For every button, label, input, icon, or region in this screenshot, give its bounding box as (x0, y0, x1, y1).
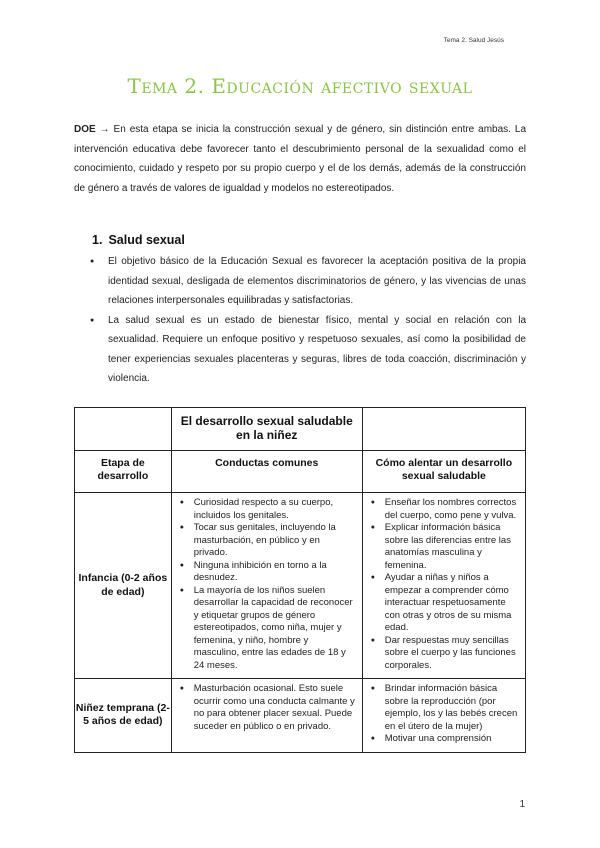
section-title: Salud sexual (108, 233, 185, 247)
stage-cell: Infancia (0-2 años de edad) (75, 493, 172, 679)
running-header: Tema 2. Salud Jesús (443, 37, 504, 44)
section-number: 1. (92, 233, 103, 247)
intro-label: DOE (74, 124, 96, 135)
encourage-list (369, 683, 519, 746)
table-corner-cell (75, 408, 172, 451)
list-item: ● Ayudar a niñas y niños a empezar a comprender cómo interactuar respetuosamente con otras y otros de su misma edad. (369, 572, 519, 635)
column-header-encourage: Cómo alentar un desarrollo sexual saludable (362, 451, 525, 493)
table-row (75, 493, 526, 679)
encourage-cell (362, 679, 525, 753)
intro-text: En esta etapa se inicia la construcción sexual y de género, sin distinción entre ambas. La intervención educativa debe favorecer tanto el descubrimiento personal de la sexualidad como el conocimiento, cuidado y respeto por su propio cuerpo y el de los demás, además de la construcción de género a través de valores de igualdad y modelos no estereotipados. (74, 124, 527, 194)
behaviors-list (178, 683, 356, 733)
table-header-row (75, 451, 526, 493)
encourage-cell (362, 493, 525, 679)
table-corner-cell (362, 408, 525, 451)
table-row (75, 679, 526, 753)
table-title-row (75, 408, 526, 451)
list-item: ● El objetivo básico de la Educación Sexual es favorecer la aceptación positiva de la propia identidad sexual, desligada de elementos discriminatorios de género, y las vivencias de unas relaciones interpersonales equilibradas y satisfactorias. (90, 252, 526, 311)
section-heading (92, 233, 191, 247)
list-item: ● Dar respuestas muy sencillas sobre el cuerpo y las funciones corporales. (369, 635, 519, 673)
stage-cell: Niñez temprana (2-5 años de edad) (75, 679, 172, 753)
intro-paragraph (74, 120, 526, 198)
list-item: ● Explicar información básica sobre las diferencias entre las anatomías masculina y femenina. (369, 522, 519, 572)
behaviors-cell (171, 493, 362, 679)
list-item: ● Masturbación ocasional. Esto suele ocurrir como una conducta calmante y no para obtener placer sexual. Puede suceder en público o en privado. (178, 683, 356, 733)
list-item: ● Brindar información básica sobre la reproducción (por ejemplo, los y las bebés crecen en el útero de la mujer) (369, 683, 519, 733)
behaviors-list (178, 497, 356, 672)
column-header-behaviors: Conductas comunes (171, 451, 362, 493)
page-title: Tema 2. Educación afectivo sexual (127, 74, 473, 98)
list-item: ● Tocar sus genitales, incluyendo la masturbación, en público y en privado. (178, 522, 356, 560)
list-item: ● Enseñar los nombres correctos del cuerpo, como pene y vulva. (369, 497, 519, 522)
list-item: ● Ninguna inhibición en torno a la desnudez. (178, 560, 356, 585)
encourage-list (369, 497, 519, 672)
arrow-icon: → (99, 124, 110, 135)
list-item: ● La mayoría de los niños suelen desarrollar la capacidad de reconocer y etiquetar grupos de género estereotipados, como niña, mujer y femenina, y niño, hombre y masculino, entre las edades de 18 y 24 meses. (178, 585, 356, 673)
behaviors-cell (171, 679, 362, 753)
list-item: ● La salud sexual es un estado de bienestar físico, mental y social en relación con la sexualidad. Requiere un enfoque positivo y respetuoso sexuales, así como la posibilidad de tener experiencias sexuales placenteras y seguras, libres de toda coacción, discriminación y violencia. (90, 311, 526, 389)
column-header-stage: Etapa de desarrollo (75, 451, 172, 493)
section-bullet-list (90, 252, 526, 389)
page-number: 1 (519, 799, 525, 810)
list-item: ● Curiosidad respecto a su cuerpo, incluidos los genitales. (178, 497, 356, 522)
development-table (74, 407, 526, 753)
table-title: El desarrollo sexual saludable en la niñez (171, 408, 362, 451)
list-item: ● Motivar una comprensión (369, 733, 519, 746)
